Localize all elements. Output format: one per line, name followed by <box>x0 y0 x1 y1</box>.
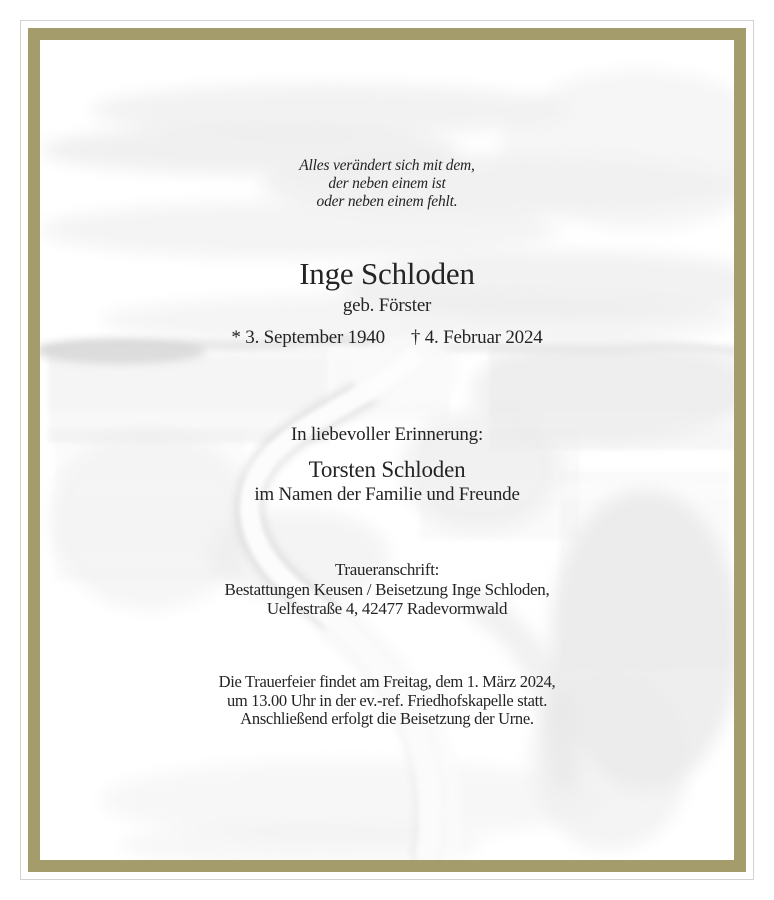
maiden-name: geb. Förster <box>342 295 432 316</box>
quote-line-1: Alles verändert sich mit dem, <box>299 157 475 174</box>
service-line-1: Die Trauerfeier findet am Freitag, dem 1. März 2024, <box>218 672 556 691</box>
memorial-quote <box>40 157 734 211</box>
quote-line-2: der neben einem ist <box>328 175 446 192</box>
card-content <box>40 40 734 860</box>
memorial-intro: In liebevoller Erinnerung: <box>290 424 484 445</box>
condolence-address-label: Traueranschrift: <box>334 560 440 579</box>
service-line-2: um 13.00 Uhr in der ev.-ref. Friedhofskapelle statt. <box>226 690 548 710</box>
service-line-3: Anschließend erfolgt die Beisetzung der Urne. <box>240 709 534 728</box>
condolence-address <box>40 560 734 619</box>
mourner-name: Torsten Schloden <box>308 457 466 482</box>
birth-date: * 3. September 1940 <box>231 327 385 348</box>
life-dates <box>40 327 734 349</box>
condolence-address-line-1: Bestattungen Keusen / Beisetzung Inge Schloden, <box>224 579 550 599</box>
deceased-name: Inge Schloden <box>299 256 475 291</box>
mourner-on-behalf: im Namen der Familie und Freunde <box>254 484 520 505</box>
quote-line-3: oder neben einem fehlt. <box>316 193 458 210</box>
condolence-address-line-2: Uelfestraße 4, 42477 Radevormwald <box>266 599 508 618</box>
service-details <box>40 673 734 729</box>
death-date: † 4. Februar 2024 <box>410 327 543 348</box>
